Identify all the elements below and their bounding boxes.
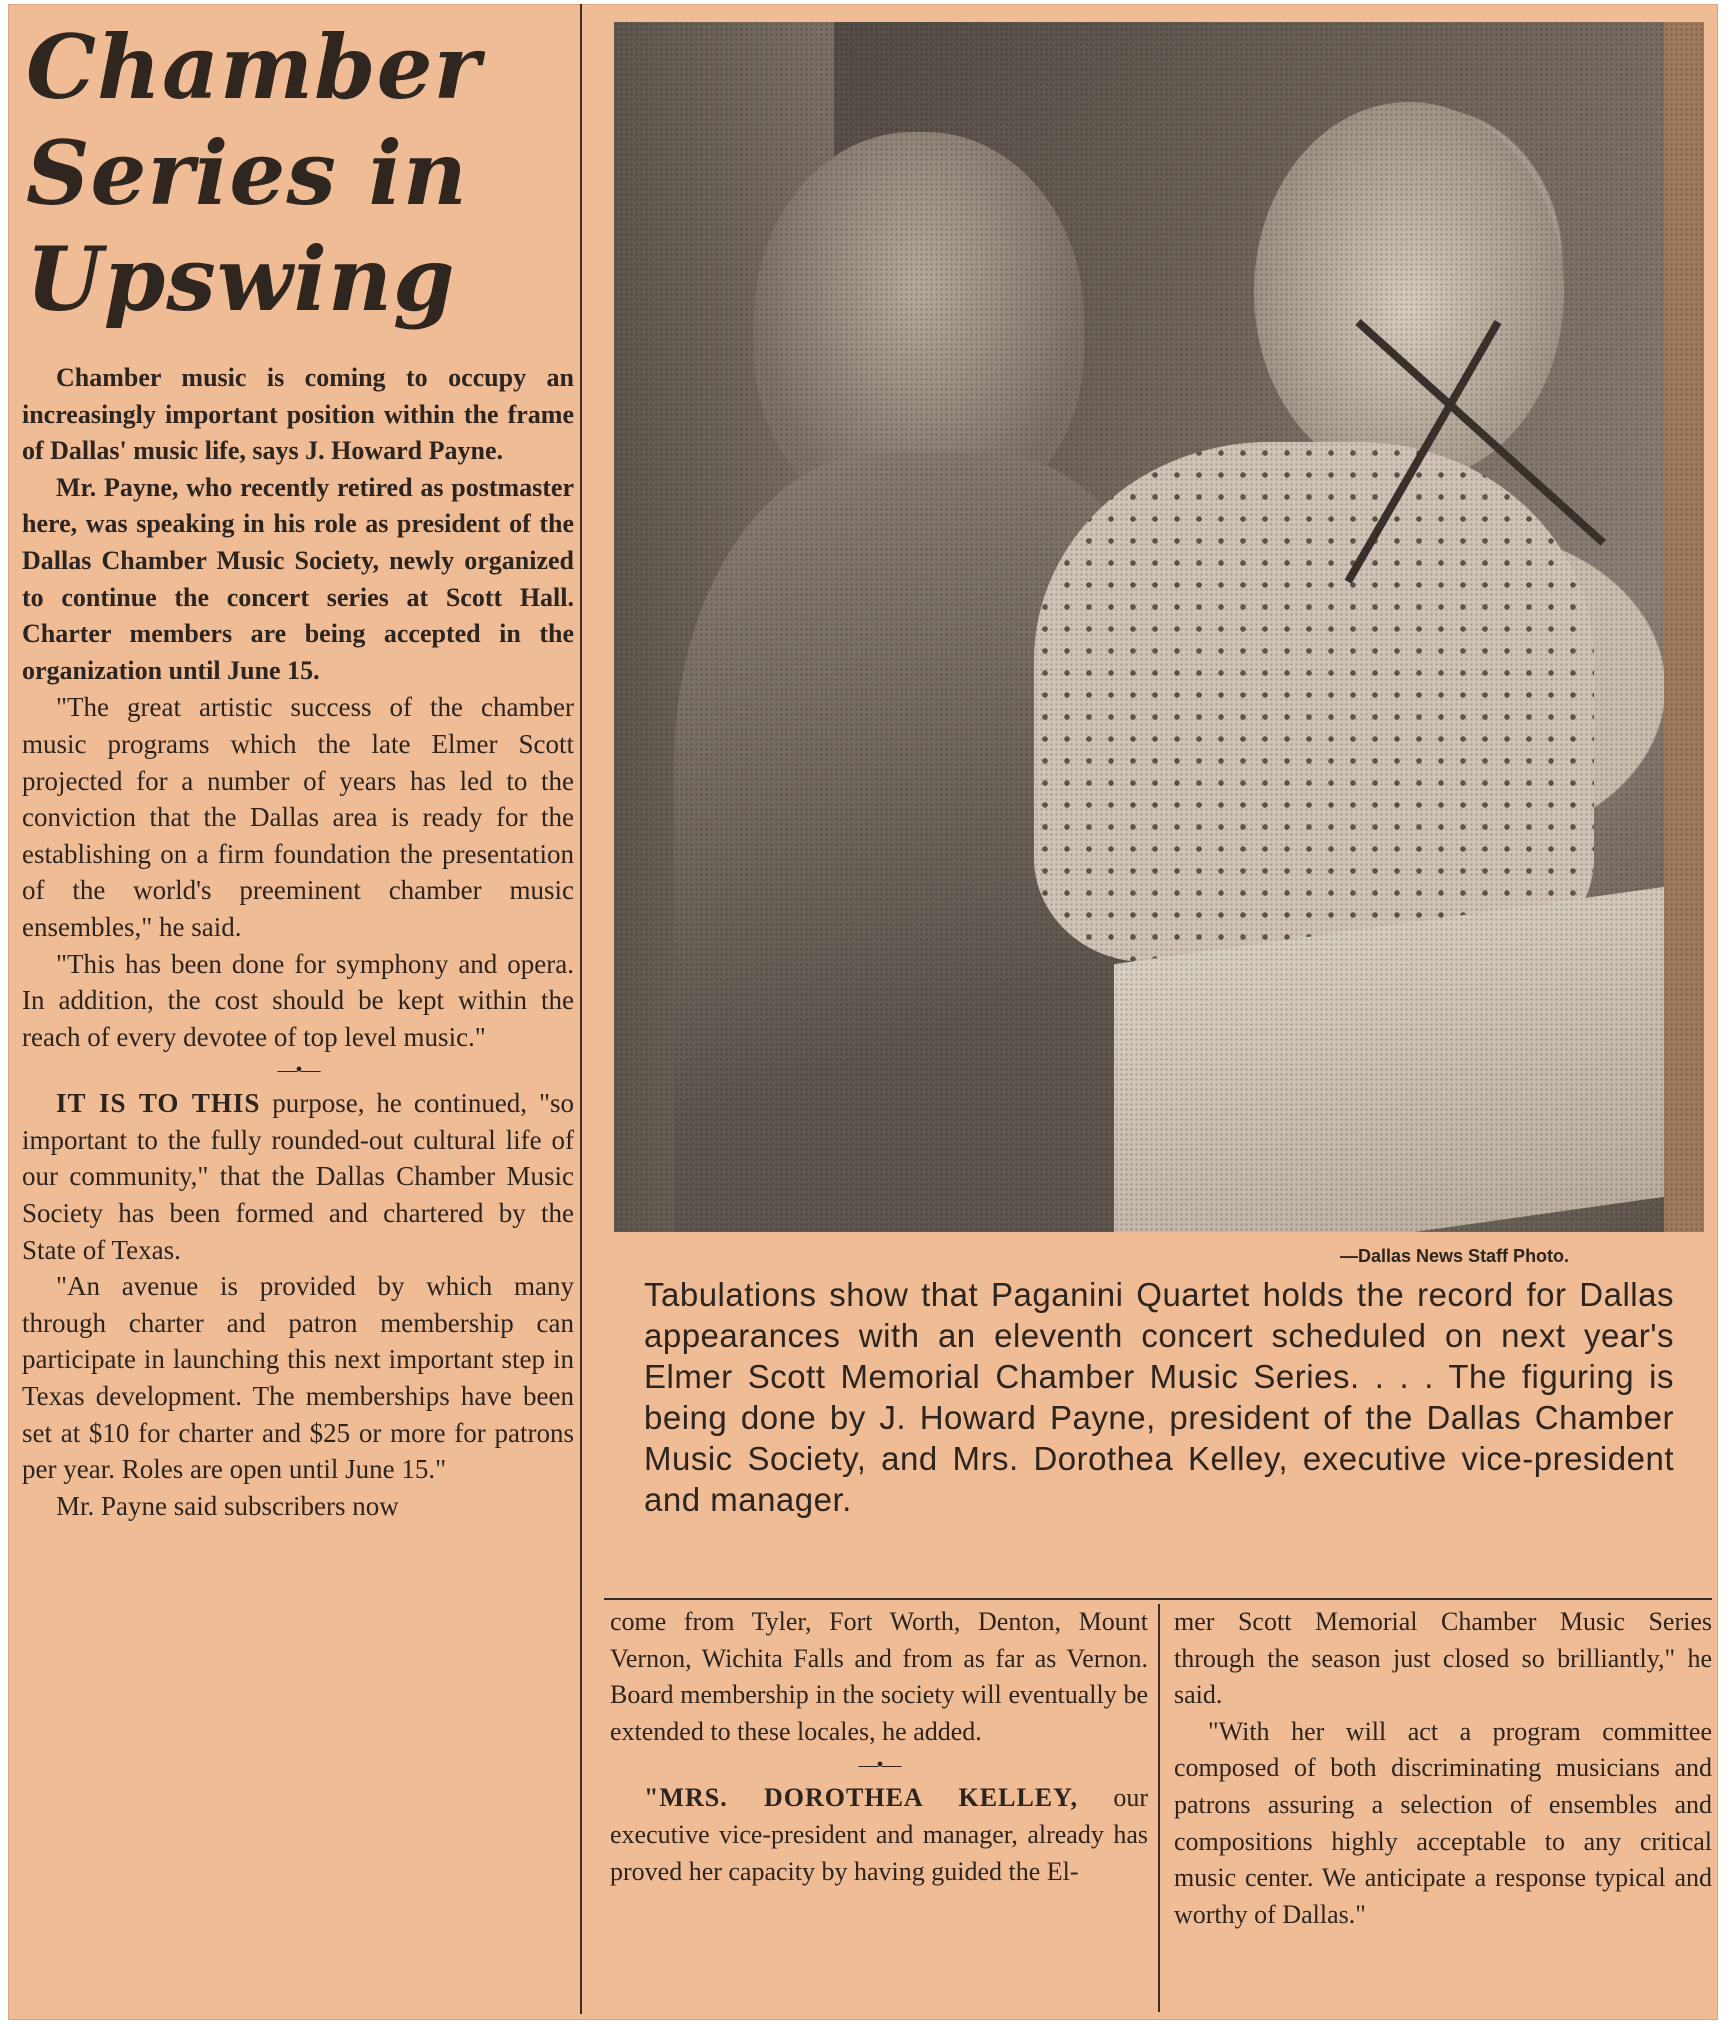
column-rule-left: [580, 4, 582, 2014]
paragraph-lead-in-kelley: "MRS. DOROTHEA KELLEY,: [644, 1783, 1079, 1813]
photo-dress-collar-left: [1355, 319, 1606, 546]
section-separator: —•—: [277, 1059, 319, 1082]
right-column: [1174, 1604, 1712, 2004]
paragraph-payne-role: Mr. Payne, who recently retired as postmaster here, was speaking in his role as president of the Dallas Chamber Music Society, newly organized to continue the concert series at Scott Hall. Charter members are being accepted in the organization until June 15.: [22, 472, 574, 685]
paragraph-subscriber-cities: come from Tyler, Fort Worth, Denton, Mount Vernon, Wichita Falls and from as far as Vernon. Board membership in the society will eventually be extended to these locales, he added.: [610, 1607, 1148, 1746]
paragraph-kelley-text: our executive vice-president and manager, already has proved her capacity by having guided the El-: [610, 1783, 1148, 1886]
photo-caption: Tabulations show that Paganini Quartet holds the record for Dallas appearances with an eleventh concert scheduled on next year's Elmer Scott Memorial Chamber Music Series. . . . The figuring is being done by J. Howard Payne, president of the Dallas Chamber Music Society, and Mrs. Dorothea Kelley, executive vice-president and manager.: [644, 1276, 1674, 1518]
headline: [22, 14, 574, 332]
photo-man-suit: [674, 452, 1194, 1232]
paragraph-quote-symphony: "This has been done for symphony and opera. In addition, the cost should be kept within the reach of every devotee of top level music.": [22, 948, 574, 1052]
paragraph-intro: Chamber music is coming to occupy an increasingly important position within the frame of Dallas' music life, says J. Howard Payne.: [22, 363, 574, 466]
photo-dress-collar-right: [1345, 320, 1502, 584]
newspaper-clipping: [8, 4, 1718, 2020]
paragraph-purpose: [22, 1085, 574, 1268]
section-separator-middle: —•—: [858, 1754, 900, 1777]
headline-line-2: Series in: [26, 121, 468, 225]
paragraph-membership: "An avenue is provided by which many through charter and patron membership can participate in launching this next important step in Texas development. The memberships have been set at $10 for charter and $25 or more for patrons per year. Roles are open until June 15.": [22, 1271, 574, 1485]
photo-woman-head: [1254, 102, 1564, 482]
photo-woman-dress: [1034, 442, 1594, 962]
paragraph-quote-success: "The great artistic success of the chamber music programs which the late Elmer Scott projected for a number of years has led to the conviction that the Dallas area is ready for the establishing on a firm foundation the presentation of the world's preeminent chamber music ensembles," he said.: [22, 692, 574, 942]
photo-credit: —Dallas News Staff Photo.: [1340, 1246, 1570, 1266]
caption-rule: [604, 1598, 1712, 1600]
paragraph-series-closed: mer Scott Memorial Chamber Music Series through the season just closed so brilliantly," he said.: [1174, 1607, 1712, 1710]
headline-line-3: Upswing: [26, 227, 456, 331]
paragraph-purpose-text: purpose, he continued, "so important to the fully rounded-out cultural life of our community," that the Dallas Chamber Music Society has been formed and chartered by the State of Texas.: [22, 1088, 574, 1265]
photo-background-wall: [614, 22, 834, 1232]
middle-column: [610, 1604, 1148, 2004]
staff-photo: [614, 22, 1704, 1232]
paragraph-lead-in: IT IS TO THIS: [56, 1088, 261, 1119]
column-rule-right: [1158, 1604, 1160, 2012]
left-column: [22, 14, 574, 2004]
paragraph-kelley: [610, 1780, 1148, 1890]
paragraph-program-committee: "With her will act a program committee composed of both discriminating musicians and patrons assuring a selection of ensembles and compositions highly acceptable to any critical music center. We anticipate a response typical and worthy of Dallas.": [1174, 1716, 1712, 1929]
photo-paper-sheet: [1114, 880, 1704, 1232]
photo-man-head: [754, 132, 1084, 522]
paragraph-subscribers: Mr. Payne said subscribers now: [56, 1490, 399, 1521]
photo-right-edge: [1664, 22, 1704, 1232]
headline-line-1: Chamber: [26, 15, 482, 119]
